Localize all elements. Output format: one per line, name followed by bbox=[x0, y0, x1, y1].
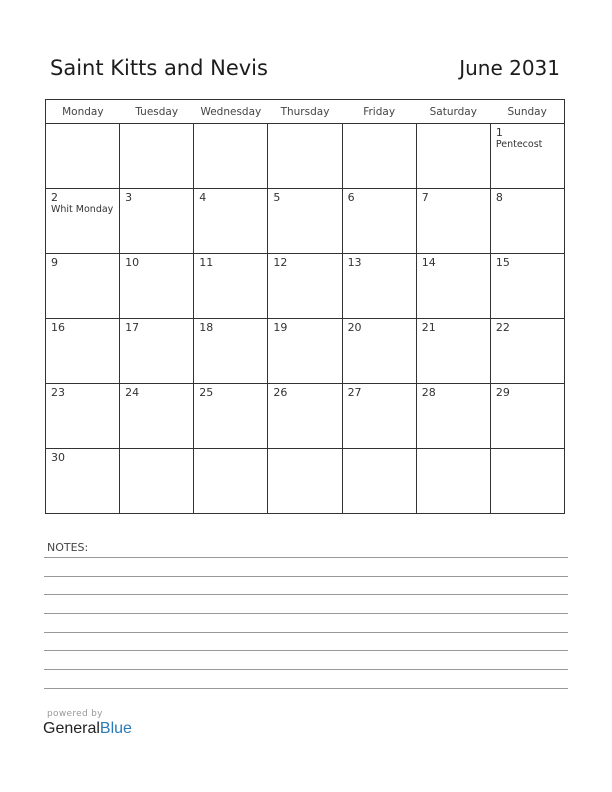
day-cell[interactable] bbox=[490, 189, 564, 254]
day-number: 3 bbox=[125, 191, 133, 204]
day-number: 30 bbox=[51, 451, 65, 464]
weekday-header: Friday bbox=[342, 100, 416, 124]
brand-blue: Blue bbox=[99, 720, 132, 737]
day-number: 25 bbox=[199, 386, 214, 399]
day-number: 8 bbox=[495, 191, 503, 204]
notes-line bbox=[44, 594, 568, 595]
day-cell[interactable] bbox=[46, 254, 120, 319]
day-cell[interactable] bbox=[416, 189, 490, 254]
day-number: 13 bbox=[347, 256, 362, 269]
holiday-label: Pentecost bbox=[495, 139, 543, 150]
day-number: 10 bbox=[125, 256, 140, 269]
notes-line bbox=[44, 632, 568, 633]
day-number: 4 bbox=[199, 191, 207, 204]
day-cell[interactable] bbox=[416, 319, 490, 384]
day-number: 21 bbox=[421, 321, 436, 334]
day-cell[interactable] bbox=[194, 189, 268, 254]
day-cell[interactable] bbox=[120, 384, 194, 449]
day-number: 26 bbox=[273, 386, 288, 399]
day-number: 16 bbox=[51, 321, 65, 334]
day-cell[interactable] bbox=[268, 124, 342, 189]
notes-line bbox=[44, 688, 568, 689]
day-number: 7 bbox=[421, 191, 429, 204]
calendar-week-row bbox=[46, 189, 565, 254]
calendar-week-row bbox=[46, 254, 565, 319]
day-number: 28 bbox=[421, 386, 436, 399]
day-cell[interactable] bbox=[194, 124, 268, 189]
day-cell[interactable] bbox=[46, 449, 120, 514]
day-cell[interactable] bbox=[194, 254, 268, 319]
day-cell[interactable] bbox=[342, 124, 416, 189]
day-number: 6 bbox=[347, 191, 355, 204]
day-cell[interactable] bbox=[120, 189, 194, 254]
notes-line bbox=[44, 576, 568, 577]
day-number: 15 bbox=[495, 256, 510, 269]
day-number: 18 bbox=[199, 321, 214, 334]
powered-by-text: powered by bbox=[47, 709, 103, 719]
day-cell[interactable] bbox=[490, 449, 564, 514]
holiday-label: Whit Monday bbox=[51, 204, 114, 215]
day-cell[interactable] bbox=[416, 384, 490, 449]
calendar-week-row bbox=[46, 319, 565, 384]
day-number: 17 bbox=[125, 321, 140, 334]
day-cell[interactable] bbox=[120, 254, 194, 319]
day-cell[interactable] bbox=[268, 319, 342, 384]
day-cell[interactable] bbox=[416, 254, 490, 319]
weekday-header-row bbox=[46, 100, 565, 124]
weekday-header: Thursday bbox=[268, 100, 342, 124]
day-cell[interactable] bbox=[416, 449, 490, 514]
calendar-week-row bbox=[46, 449, 565, 514]
day-number: 22 bbox=[495, 321, 510, 334]
calendar-week-row bbox=[46, 124, 565, 189]
generalblue-logo[interactable] bbox=[43, 720, 132, 738]
day-number: 27 bbox=[347, 386, 362, 399]
notes-line bbox=[44, 669, 568, 670]
day-cell[interactable] bbox=[268, 254, 342, 319]
day-number: 24 bbox=[125, 386, 140, 399]
weekday-header: Sunday bbox=[490, 100, 564, 124]
notes-label: NOTES: bbox=[47, 541, 89, 554]
day-cell[interactable] bbox=[490, 124, 564, 189]
day-number: 29 bbox=[495, 386, 510, 399]
weekday-header: Monday bbox=[46, 100, 120, 124]
day-cell[interactable] bbox=[46, 124, 120, 189]
day-number: 11 bbox=[199, 256, 214, 269]
day-cell[interactable] bbox=[46, 319, 120, 384]
day-cell[interactable] bbox=[490, 384, 564, 449]
calendar-grid bbox=[45, 99, 565, 514]
brand-general: General bbox=[43, 720, 100, 737]
day-number: 2 bbox=[51, 191, 58, 204]
day-cell[interactable] bbox=[120, 449, 194, 514]
weekday-header: Tuesday bbox=[120, 100, 194, 124]
day-number: 5 bbox=[273, 191, 281, 204]
day-number: 12 bbox=[273, 256, 288, 269]
calendar-month-title: June 2031 bbox=[459, 56, 560, 80]
day-cell[interactable] bbox=[268, 189, 342, 254]
day-cell[interactable] bbox=[416, 124, 490, 189]
day-cell[interactable] bbox=[194, 384, 268, 449]
day-cell[interactable] bbox=[120, 319, 194, 384]
day-cell[interactable] bbox=[194, 449, 268, 514]
day-cell[interactable] bbox=[490, 254, 564, 319]
day-number: 9 bbox=[51, 256, 58, 269]
day-cell[interactable] bbox=[46, 384, 120, 449]
notes-line bbox=[44, 557, 568, 558]
weekday-header: Wednesday bbox=[194, 100, 268, 124]
day-cell[interactable] bbox=[268, 384, 342, 449]
day-number: 20 bbox=[347, 321, 362, 334]
day-cell[interactable] bbox=[342, 449, 416, 514]
notes-line bbox=[44, 650, 568, 651]
day-cell[interactable] bbox=[194, 319, 268, 384]
day-cell[interactable] bbox=[268, 449, 342, 514]
day-number: 23 bbox=[51, 386, 65, 399]
day-cell[interactable] bbox=[342, 254, 416, 319]
weekday-header: Saturday bbox=[416, 100, 490, 124]
notes-line bbox=[44, 613, 568, 614]
day-cell[interactable] bbox=[120, 124, 194, 189]
calendar-country-title: Saint Kitts and Nevis bbox=[50, 56, 268, 80]
day-cell[interactable] bbox=[342, 189, 416, 254]
day-cell[interactable] bbox=[490, 319, 564, 384]
day-number: 14 bbox=[421, 256, 436, 269]
day-cell[interactable] bbox=[342, 319, 416, 384]
day-number: 1 bbox=[495, 126, 503, 139]
day-cell[interactable] bbox=[46, 189, 120, 254]
calendar-week-row bbox=[46, 384, 565, 449]
day-cell[interactable] bbox=[342, 384, 416, 449]
day-number: 19 bbox=[273, 321, 288, 334]
